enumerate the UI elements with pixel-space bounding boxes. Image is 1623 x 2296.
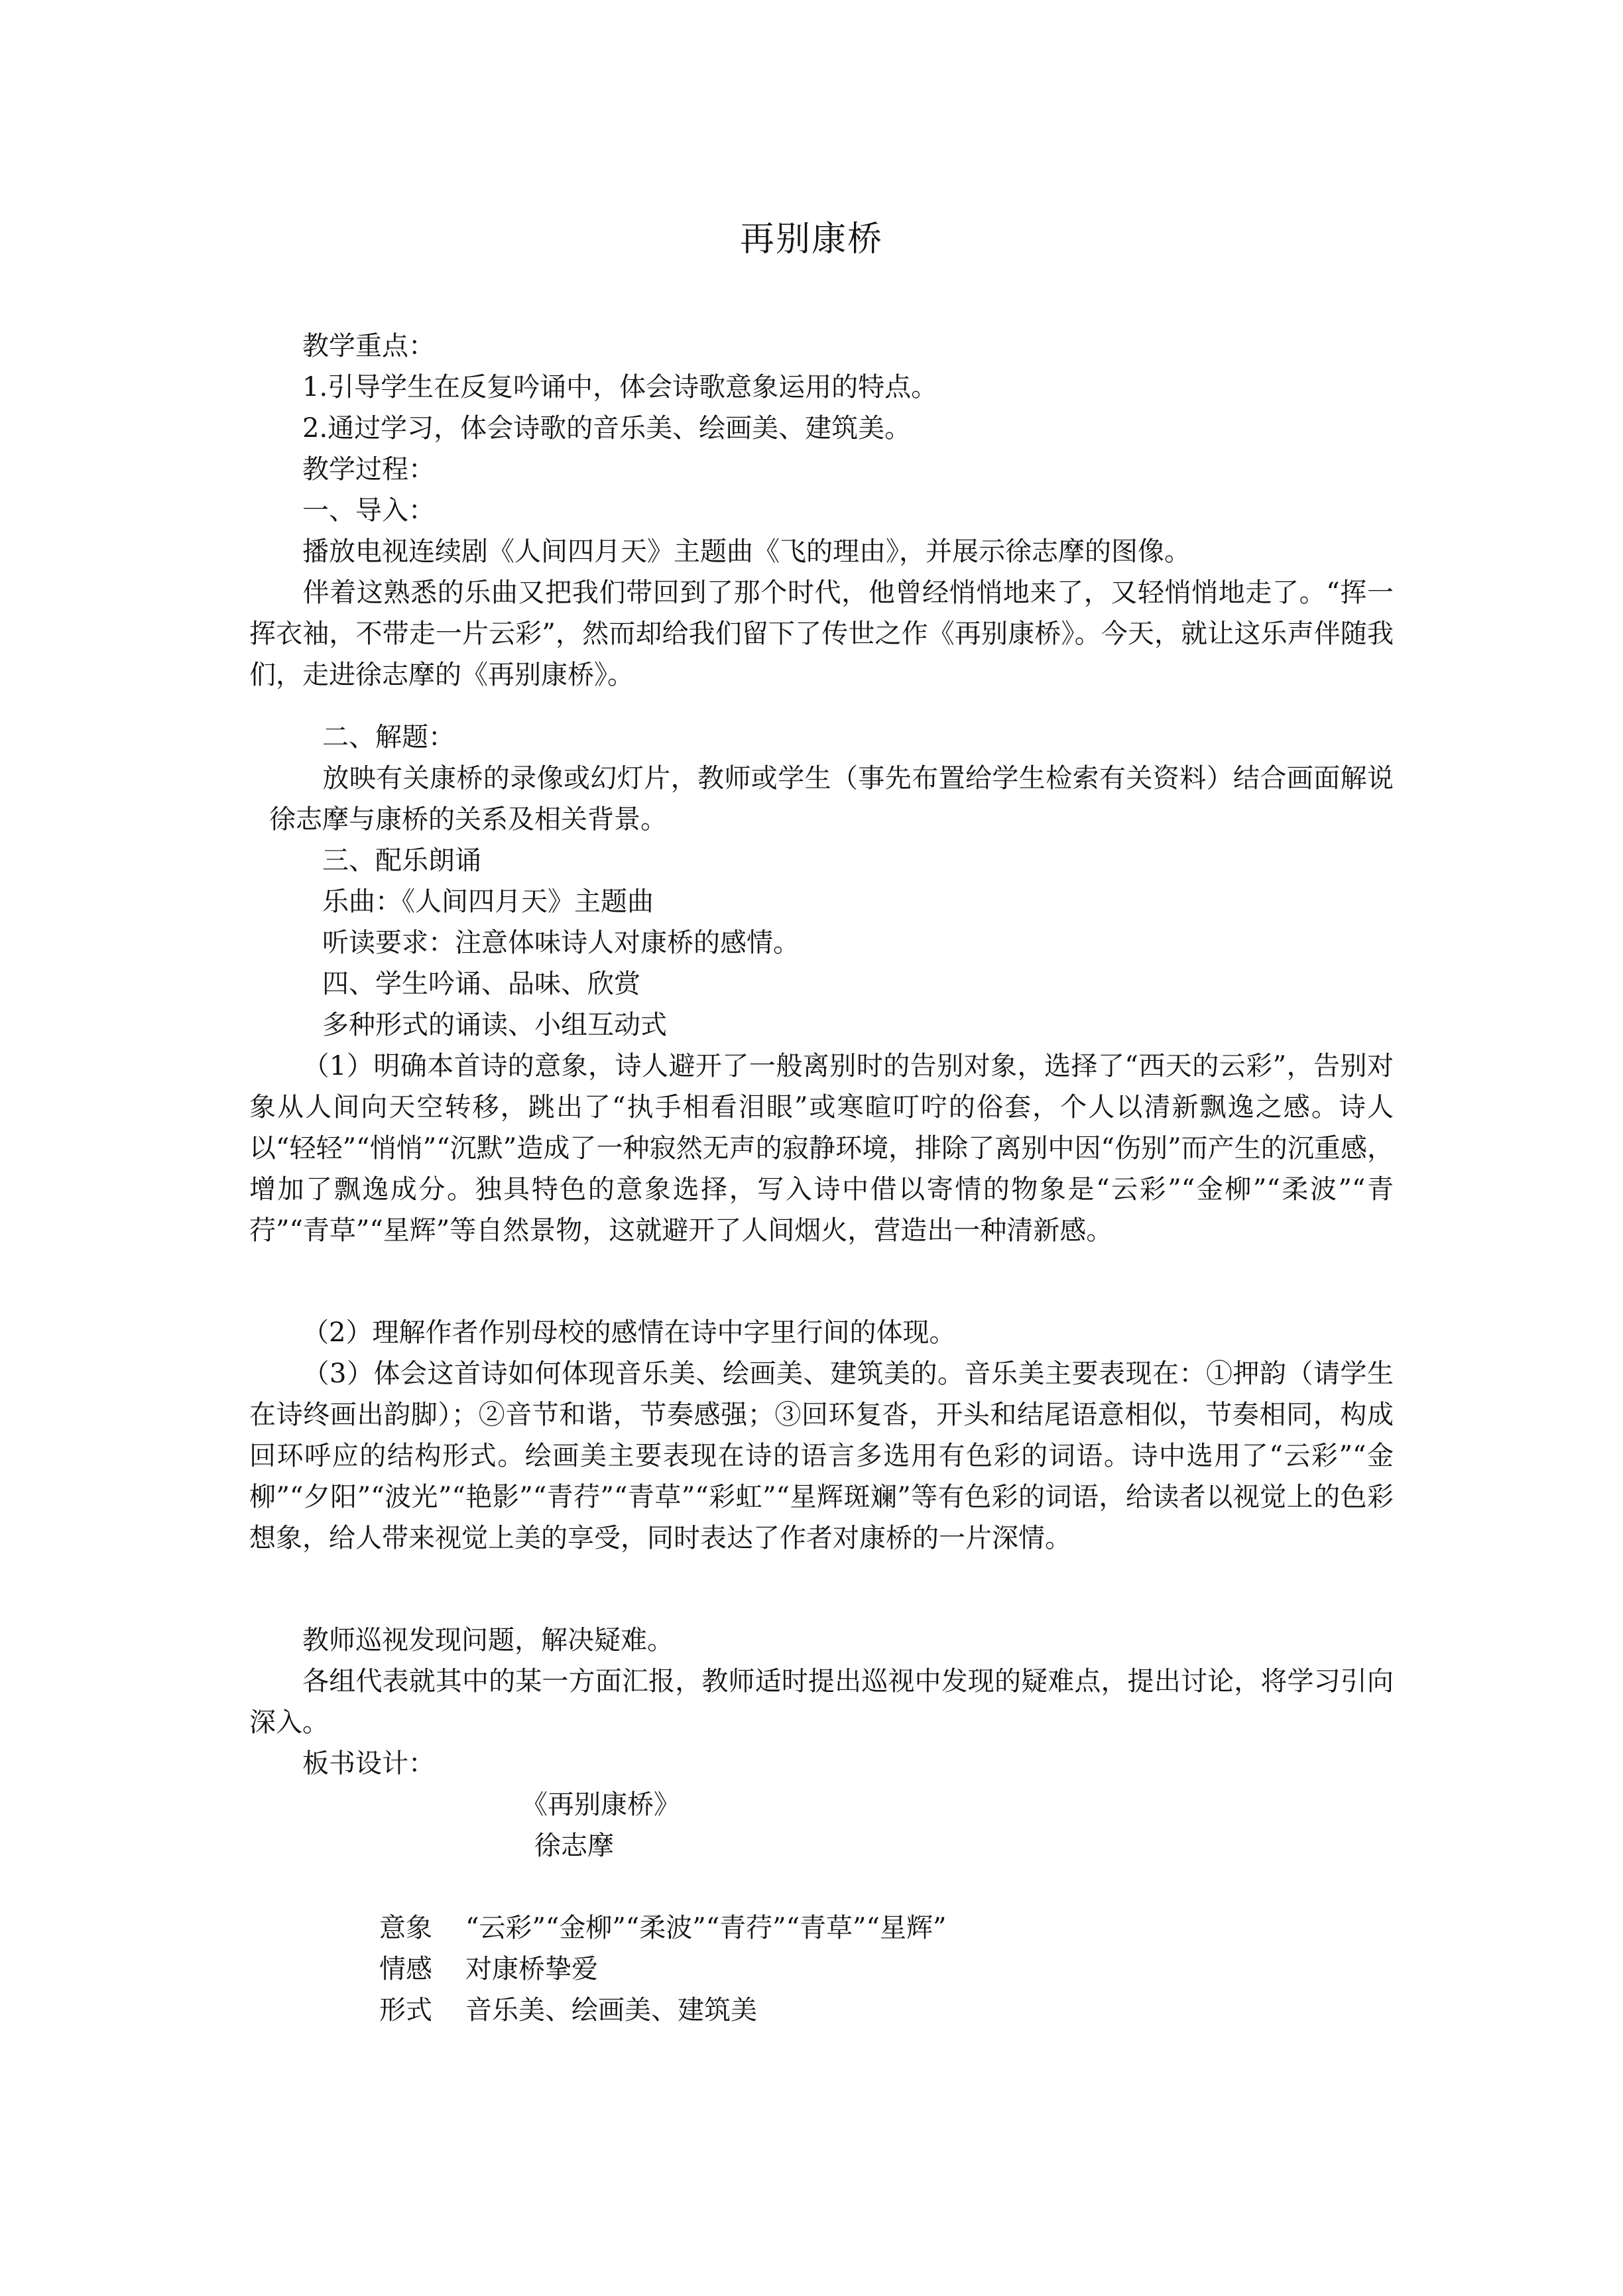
board-row-form: [379, 1990, 757, 2031]
step1-paragraph-2: [249, 572, 1394, 695]
step2-paragraph-text: 放映有关康桥的录像或幻灯片，教师或学生（事先布置给学生检索有关资料）结合画面解说徐志摩与康桥的关系及相关背景。: [269, 763, 1394, 835]
report-text: 各组代表就其中的某一方面汇报，教师适时提出巡视中发现的疑难点，提出讨论，将学习引向深入。: [249, 1666, 1394, 1738]
process-heading: 教学过程：: [302, 454, 435, 485]
point-1-paragraph: [249, 1046, 1394, 1251]
focus-item-1: 1.引导学生在反复吟诵中，体会诗歌意象运用的特点。: [302, 372, 938, 402]
point-3-text: （3）体会这首诗如何体现音乐美、绘画美、建筑美的。音乐美主要表现在：①押韵（请学生在诗终画出韵脚）；②音节和谐，节奏感强；③回环复沓，开头和结尾语意相似，节奏相同，构成回环呼应的结构形式。绘画美主要表现在诗的语言多选用有色彩的词语。诗中选用了“云彩”“金柳”“夕阳”“波光”“艳影”“青荇”“青草”“彩虹”“星辉斑斓”等有色彩的词语，给读者以视觉上的色彩想象，给人带来视觉上美的享受，同时表达了作者对康桥的一片深情。: [249, 1359, 1394, 1553]
board-row-value: 对康桥挚爱: [465, 1954, 598, 1984]
board-poem-title: 《再别康桥》: [521, 1789, 680, 1820]
point-3-paragraph: [249, 1353, 1394, 1559]
step4-heading: 四、学生吟诵、品味、欣赏: [322, 969, 640, 999]
board-heading: 板书设计：: [302, 1748, 435, 1779]
board-row-label: 形式: [379, 1995, 432, 2025]
step3-heading: 三、配乐朗诵: [322, 845, 481, 876]
step3-music: 乐曲：《人间四月天》主题曲: [322, 886, 654, 917]
step3-requirement: 听读要求：注意体味诗人对康桥的感情。: [322, 928, 800, 958]
board-row-label: 情感: [379, 1954, 432, 1984]
board-row-value: 音乐美、绘画美、建筑美: [465, 1995, 757, 2025]
board-row-emotion: [379, 1949, 598, 1990]
step4-forms: 多种形式的诵读、小组互动式: [322, 1010, 667, 1040]
point-1-text: （1）明确本首诗的意象，诗人避开了一般离别时的告别对象，选择了“西天的云彩”，告别对象从人间向天空转移，跳出了“执手相看泪眼”或寒暄叮咛的俗套，个人以清新飘逸之感。诗人以“轻轻”“悄悄”“沉默”造成了一种寂然无声的寂静环境，排除了离别中因“伤别”而产生的沉重感，增加了飘逸成分。独具特色的意象选择，写入诗中借以寄情的物象是“云彩”“金柳”“柔波”“青荇”“青草”“星辉”等自然景物，这就避开了人间烟火，营造出一种清新感。: [249, 1051, 1394, 1246]
board-row-imagery: [379, 1907, 946, 1949]
step2-heading: 二、解题：: [322, 722, 455, 753]
board-row-value: “云彩”“金柳”“柔波”“青荇”“青草”“星辉”: [465, 1913, 947, 1943]
board-author: 徐志摩: [534, 1831, 614, 1861]
step1-heading: 一、导入：: [302, 495, 435, 526]
report-paragraph: [249, 1661, 1394, 1743]
step1-paragraph-1: 播放电视连续剧《人间四月天》主题曲《飞的理由》，并展示徐志摩的图像。: [302, 536, 1191, 567]
patrol-line: 教师巡视发现问题，解决疑难。: [302, 1625, 674, 1656]
point-2-paragraph: （2）理解作者作别母校的感情在诗中字里行间的体现。: [302, 1317, 956, 1348]
step1-paragraph-2-text: 伴着这熟悉的乐曲又把我们带回到了那个时代，他曾经悄悄地来了，又轻悄悄地走了。“挥一挥衣袖，不带走一片云彩”，然而却给我们留下了传世之作《再别康桥》。今天，就让这乐声伴随我们，走进徐志摩的《再别康桥》。: [249, 577, 1394, 690]
page-title: 再别康桥: [739, 219, 883, 259]
focus-heading: 教学重点：: [302, 331, 435, 361]
board-row-label: 意象: [379, 1913, 432, 1943]
focus-item-2: 2.通过学习，体会诗歌的音乐美、绘画美、建筑美。: [302, 413, 912, 444]
step2-paragraph: [269, 758, 1394, 840]
